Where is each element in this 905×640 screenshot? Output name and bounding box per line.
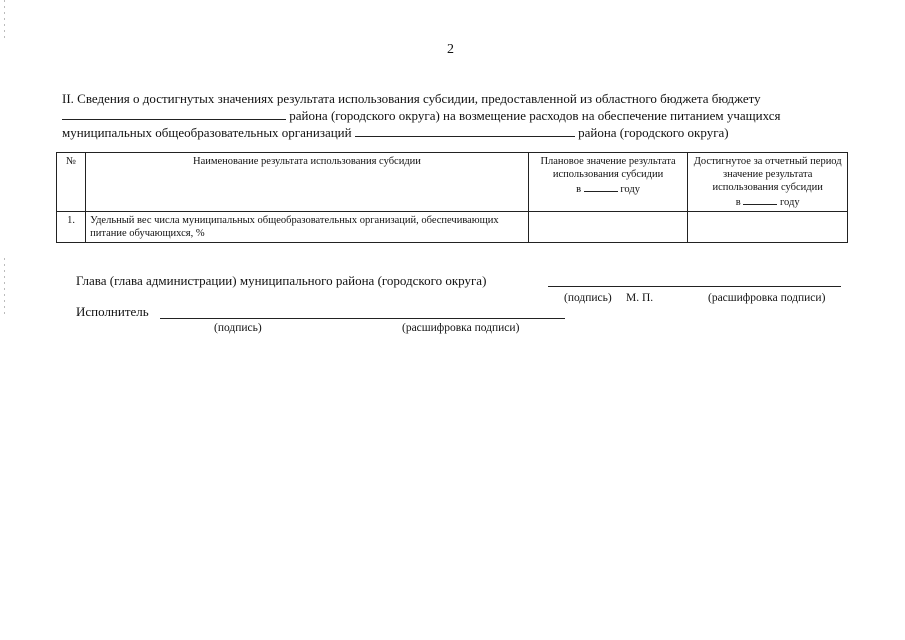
executor-label: Исполнитель [76, 304, 149, 319]
page-number: 2 [447, 42, 454, 57]
actual-year-blank [743, 194, 777, 205]
header-plan-in: в [576, 184, 582, 195]
header-actual-text: Достигнутое за отчетный период значение результата использования субсидии [693, 156, 842, 193]
results-table [56, 152, 848, 243]
head-stamp-caption: М. П. [626, 292, 654, 304]
scan-edge-marks-middle [4, 258, 5, 318]
header-plan-year-word: году [620, 184, 640, 195]
intro-line-3a-text: муниципальных общеобразовательных организаций [62, 125, 352, 140]
table-header-row [57, 153, 848, 212]
intro-line-1: II. Сведения о достигнутых значениях результата использования субсидии, предоставленной из областного бюджета бюджету [62, 91, 761, 106]
executor-decode-caption: (расшифровка подписи) [402, 322, 520, 334]
header-plan-text: Плановое значение результата использования субсидии [540, 156, 676, 180]
header-actual-year [692, 194, 843, 209]
intro-line-3b-text: района (городского округа) [578, 125, 729, 140]
header-plan-year [533, 181, 684, 196]
table-row [57, 212, 848, 243]
header-num: № [57, 153, 86, 212]
row-plan-value [528, 212, 688, 243]
plan-year-blank [584, 181, 618, 192]
row-name: Удельный вес числа муниципальных общеобразовательных организаций, обеспечивающих питание обучающихся, % [86, 212, 529, 243]
intro-line-2 [62, 107, 842, 124]
intro-line-3 [62, 124, 842, 141]
district-blank-1 [62, 107, 286, 120]
header-name: Наименование результата использования субсидии [86, 153, 529, 212]
head-decode-caption: (расшифровка подписи) [708, 292, 826, 304]
header-actual [688, 153, 848, 212]
head-signature-line [548, 286, 841, 287]
row-actual-value [688, 212, 848, 243]
scan-edge-marks-top [4, 0, 5, 40]
section-intro [62, 90, 842, 141]
header-actual-year-word: году [780, 197, 800, 208]
head-signature-label: Глава (глава администрации) муниципального района (городского округа) [76, 273, 487, 288]
row-num: 1. [57, 212, 86, 243]
intro-line-2-text: района (городского округа) на возмещение расходов на обеспечение питанием учащихся [289, 108, 781, 123]
executor-signature-line [160, 318, 565, 319]
head-sign-caption: (подпись) [564, 292, 612, 304]
executor-sign-caption: (подпись) [214, 322, 262, 334]
district-blank-2 [355, 124, 575, 137]
header-actual-in: в [735, 197, 741, 208]
header-plan [528, 153, 688, 212]
